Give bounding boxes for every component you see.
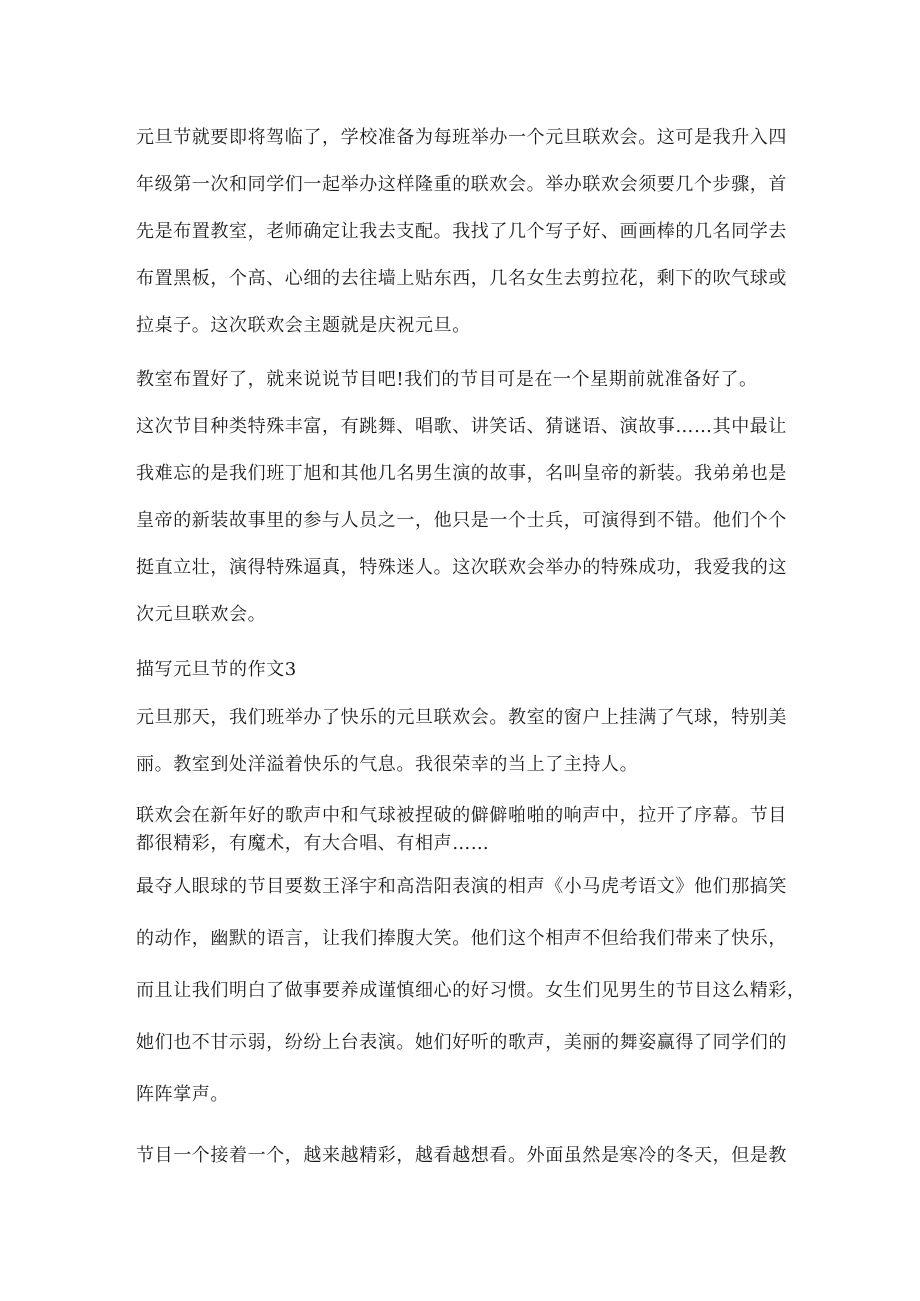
text-line: 而且让我们明白了做事要养成谨慎细心的好习惯。女生们见男生的节目这么精彩，: [136, 980, 806, 1001]
text-line: 教室布置好了，就来说说节目吧!我们的节目可是在一个星期前就准备好了。: [136, 369, 758, 390]
text-line: 元旦那天，我们班举办了快乐的元旦联欢会。教室的窗户上挂满了气球，特别美: [136, 707, 787, 728]
text-line: 拉桌子。这次联欢会主题就是庆祝元旦。: [136, 315, 471, 336]
text-line: 阵阵掌声。: [136, 1084, 229, 1105]
section-heading: [136, 660, 796, 680]
paragraph-3: [136, 417, 796, 625]
text-line: 我难忘的是我们班丁旭和其他几名男生演的故事，名叫皇帝的新装。我弟弟也是: [136, 463, 787, 484]
text-line: 布置黑板，个高、心细的去往墙上贴东西，几名女生去剪拉花，剩下的吹气球或: [136, 268, 787, 289]
paragraph-5: [136, 806, 796, 854]
paragraph-7: [136, 1146, 796, 1166]
text-line: 次元旦联欢会。: [136, 604, 267, 625]
paragraph-1: [136, 128, 796, 336]
text-line: 的动作，幽默的语言，让我们捧腹大笑。他们这个相声不但给我们带来了快乐，: [136, 928, 787, 949]
text-line: 她们也不甘示弱，纷纷上台表演。她们好听的歌声，美丽的舞姿赢得了同学们的: [136, 1032, 787, 1053]
text-line: 年级第一次和同学们一起举办这样隆重的联欢会。举办联欢会须要几个步骤，首: [136, 174, 787, 195]
paragraph-6: [136, 876, 806, 1105]
heading-text: 描写元旦节的作文3: [136, 659, 297, 680]
paragraph-4: [136, 708, 796, 775]
text-line: 丽。教室到处洋溢着快乐的气息。我很荣幸的当上了主持人。: [136, 754, 639, 775]
text-line: 节目一个接着一个，越来越精彩，越看越想看。外面虽然是寒冷的冬天，但是教: [136, 1145, 787, 1166]
text-line: 皇帝的新装故事里的参与人员之一，他只是一个士兵，可演得到不错。他们个个: [136, 510, 787, 531]
text-line: 挺直立壮，演得特殊逼真，特殊迷人。这次联欢会举办的特殊成功，我爱我的这: [136, 557, 787, 578]
text-line: 先是布置教室，老师确定让我去支配。我找了几个写子好、画画棒的几名同学去: [136, 221, 787, 242]
text-line: 最夺人眼球的节目要数王泽宇和高浩阳表演的相声《小马虎考语文》他们那搞笑: [136, 876, 787, 897]
paragraph-2: [136, 370, 796, 390]
text-line: 这次节目种类特殊丰富，有跳舞、唱歌、讲笑话、猜谜语、演故事……其中最让: [136, 416, 787, 437]
text-line: 联欢会在新年好的歌声中和气球被捏破的僻僻啪啪的响声中，拉开了序幕。节目: [136, 805, 787, 826]
text-line: 都很精彩，有魔术，有大合唱、有相声……: [136, 833, 490, 854]
text-line: 元旦节就要即将驾临了，学校准备为每班举办一个元旦联欢会。这可是我升入四: [136, 127, 787, 148]
